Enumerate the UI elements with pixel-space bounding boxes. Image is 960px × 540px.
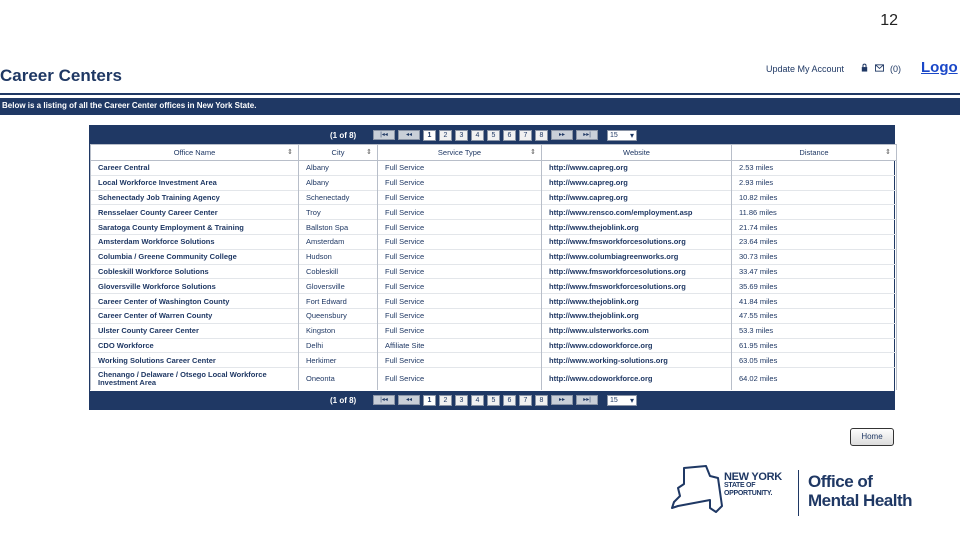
office-name-link[interactable]: Local Workforce Investment Area (91, 175, 299, 190)
distance-cell: 61.95 miles (732, 338, 897, 353)
page-1-button[interactable]: 1 (423, 130, 436, 141)
distance-cell: 10.82 miles (732, 190, 897, 205)
website-link[interactable]: http://www.cdoworkforce.org (542, 368, 732, 390)
office-name-link[interactable]: Career Center of Washington County (91, 294, 299, 309)
city-cell: Schenectady (299, 190, 378, 205)
city-cell: Albany (299, 175, 378, 190)
pager-top (90, 126, 894, 144)
page-7-button[interactable]: 7 (519, 395, 532, 406)
service-type-cell: Full Service (378, 353, 542, 368)
website-link[interactable]: http://www.capreg.org (542, 161, 732, 176)
office-name-link[interactable]: Rensselaer County Career Center (91, 205, 299, 220)
page-size-select[interactable]: 15 ▾ (607, 395, 637, 406)
distance-cell: 64.02 miles (732, 368, 897, 390)
city-cell: Herkimer (299, 353, 378, 368)
website-link[interactable]: http://www.capreg.org (542, 190, 732, 205)
page-4-button[interactable]: 4 (471, 395, 484, 406)
distance-cell: 53.3 miles (732, 323, 897, 338)
distance-cell: 35.69 miles (732, 279, 897, 294)
city-cell: Gloversville (299, 279, 378, 294)
column-header-office-name[interactable]: Office Name ⇕ (91, 145, 299, 161)
table-row (91, 234, 897, 249)
website-link[interactable]: http://www.columbiagreenworks.org (542, 249, 732, 264)
sort-icon[interactable]: ⇕ (366, 149, 372, 156)
distance-cell: 23.64 miles (732, 234, 897, 249)
service-type-cell: Full Service (378, 249, 542, 264)
website-link[interactable]: http://www.fmsworkforcesolutions.org (542, 279, 732, 294)
career-centers-grid (89, 125, 895, 410)
table-row (91, 161, 897, 176)
distance-cell: 63.05 miles (732, 353, 897, 368)
office-name-link[interactable]: CDO Workforce (91, 338, 299, 353)
page-size-select[interactable]: 15 ▾ (607, 130, 637, 141)
website-link[interactable]: http://www.fmsworkforcesolutions.org (542, 234, 732, 249)
messages-count[interactable]: (0) (890, 63, 902, 74)
city-cell: Cobleskill (299, 264, 378, 279)
page-3-button[interactable]: 3 (455, 130, 468, 141)
service-type-cell: Full Service (378, 368, 542, 390)
sort-icon[interactable]: ⇕ (530, 149, 536, 156)
office-name-link[interactable]: Career Central (91, 161, 299, 176)
distance-cell: 47.55 miles (732, 308, 897, 323)
website-link[interactable]: http://www.capreg.org (542, 175, 732, 190)
table-row (91, 323, 897, 338)
table-row (91, 249, 897, 264)
website-link[interactable]: http://www.fmsworkforcesolutions.org (542, 264, 732, 279)
distance-cell: 2.93 miles (732, 175, 897, 190)
ny-wordmark-line2: STATE OF (724, 482, 756, 489)
sort-icon[interactable]: ⇕ (287, 149, 293, 156)
next-page-button[interactable]: ▸▸ (551, 130, 573, 140)
table-row (91, 264, 897, 279)
table-row (91, 220, 897, 235)
distance-cell: 11.86 miles (732, 205, 897, 220)
lock-icon[interactable] (860, 63, 869, 74)
city-cell: Hudson (299, 249, 378, 264)
city-cell: Amsterdam (299, 234, 378, 249)
website-link[interactable]: http://www.thejoblink.org (542, 294, 732, 309)
page-7-button[interactable]: 7 (519, 130, 532, 141)
new-york-state-map-icon (670, 462, 724, 518)
pager-info: (1 of 8) (330, 395, 357, 405)
distance-cell: 41.84 miles (732, 294, 897, 309)
table-row (91, 353, 897, 368)
page-4-button[interactable]: 4 (471, 130, 484, 141)
city-cell: Oneonta (299, 368, 378, 390)
page-title: Career Centers (0, 66, 122, 85)
website-link[interactable]: http://www.cdoworkforce.org (542, 338, 732, 353)
mail-icon[interactable] (875, 64, 884, 74)
service-type-cell: Full Service (378, 323, 542, 338)
table-row (91, 175, 897, 190)
table-row (91, 338, 897, 353)
service-type-cell: Full Service (378, 220, 542, 235)
table-row (91, 368, 897, 390)
office-name-link[interactable]: Ulster County Career Center (91, 323, 299, 338)
banner-divider (0, 93, 960, 95)
career-centers-table (90, 144, 897, 390)
city-cell: Troy (299, 205, 378, 220)
column-header-website: Website (542, 145, 732, 161)
prev-page-button[interactable]: ◂◂ (398, 130, 420, 140)
page-2-button[interactable]: 2 (439, 130, 452, 141)
omh-wordmark-line2: Mental Health (808, 491, 913, 510)
service-type-cell: Full Service (378, 205, 542, 220)
table-row (91, 190, 897, 205)
table-header-row (91, 145, 897, 161)
city-cell: Kingston (299, 323, 378, 338)
first-page-button[interactable]: |◂◂ (373, 130, 395, 140)
distance-cell: 30.73 miles (732, 249, 897, 264)
office-name-link[interactable]: Schenectady Job Training Agency (91, 190, 299, 205)
update-account-link[interactable]: Update My Account (766, 63, 845, 74)
last-page-button[interactable]: ▸▸| (576, 395, 598, 405)
omh-logo (670, 460, 950, 520)
omh-wordmark-line1: Office of (808, 472, 873, 491)
prev-page-button[interactable]: ◂◂ (398, 395, 420, 405)
service-type-cell: Full Service (378, 294, 542, 309)
last-page-button[interactable]: ▸▸| (576, 130, 598, 140)
table-row (91, 205, 897, 220)
page-6-button[interactable]: 6 (503, 395, 516, 406)
website-link[interactable]: http://www.ulsterworks.com (542, 323, 732, 338)
ny-wordmark-line3: OPPORTUNITY. (724, 490, 773, 497)
office-name-link[interactable]: Career Center of Warren County (91, 308, 299, 323)
city-cell: Delhi (299, 338, 378, 353)
page-8-button[interactable]: 8 (535, 130, 548, 141)
column-header-city[interactable]: City ⇕ (299, 145, 378, 161)
sort-icon[interactable]: ⇕ (885, 149, 891, 156)
ny-state-wordmark (724, 472, 782, 498)
page-6-button[interactable]: 6 (503, 130, 516, 141)
city-cell: Fort Edward (299, 294, 378, 309)
office-name-link[interactable]: Gloversville Workforce Solutions (91, 279, 299, 294)
distance-cell: 33.47 miles (732, 264, 897, 279)
service-type-cell: Full Service (378, 190, 542, 205)
pager-bottom (90, 391, 894, 409)
header-links (766, 63, 901, 74)
table-row (91, 308, 897, 323)
city-cell: Albany (299, 161, 378, 176)
city-cell: Ballston Spa (299, 220, 378, 235)
slide-number: 12 (880, 12, 898, 29)
website-link[interactable]: http://www.rensco.com/employment.asp (542, 205, 732, 220)
next-page-button[interactable]: ▸▸ (551, 395, 573, 405)
column-header-distance[interactable]: Distance ⇕ (732, 145, 897, 161)
service-type-cell: Full Service (378, 161, 542, 176)
office-name-link[interactable]: Cobleskill Workforce Solutions (91, 264, 299, 279)
page-5-button[interactable]: 5 (487, 395, 500, 406)
distance-cell: 21.74 miles (732, 220, 897, 235)
page-1-button[interactable]: 1 (423, 395, 436, 406)
city-cell: Queensbury (299, 308, 378, 323)
service-type-cell: Full Service (378, 264, 542, 279)
distance-cell: 2.53 miles (732, 161, 897, 176)
office-name-link[interactable]: Columbia / Greene Community College (91, 249, 299, 264)
website-link[interactable]: http://www.thejoblink.org (542, 308, 732, 323)
service-type-cell: Full Service (378, 279, 542, 294)
website-link[interactable]: http://www.working-solutions.org (542, 353, 732, 368)
page-5-button[interactable]: 5 (487, 130, 500, 141)
logo-divider (798, 470, 799, 516)
website-link[interactable]: http://www.thejoblink.org (542, 220, 732, 235)
page-3-button[interactable]: 3 (455, 395, 468, 406)
page-2-button[interactable]: 2 (439, 395, 452, 406)
office-name-link[interactable]: Saratoga County Employment & Training (91, 220, 299, 235)
table-row (91, 279, 897, 294)
service-type-cell: Affiliate Site (378, 338, 542, 353)
page-8-button[interactable]: 8 (535, 395, 548, 406)
office-name-link[interactable]: Chenango / Delaware / Otsego Local Workforce Investment Area (91, 368, 299, 390)
service-type-cell: Full Service (378, 175, 542, 190)
pager-info: (1 of 8) (330, 130, 357, 140)
office-name-link[interactable]: Working Solutions Career Center (91, 353, 299, 368)
service-type-cell: Full Service (378, 234, 542, 249)
first-page-button[interactable]: |◂◂ (373, 395, 395, 405)
table-row (91, 294, 897, 309)
service-type-cell: Full Service (378, 308, 542, 323)
home-button[interactable]: Home (850, 428, 894, 446)
omh-wordmark (808, 472, 912, 510)
logout-link[interactable]: Logo (921, 59, 958, 76)
office-name-link[interactable]: Amsterdam Workforce Solutions (91, 234, 299, 249)
info-banner: Below is a listing of all the Career Center offices in New York State. (0, 98, 960, 115)
column-header-service-type[interactable]: Service Type ⇕ (378, 145, 542, 161)
table-body (91, 161, 897, 390)
ny-wordmark-line1: NEW YORK (724, 471, 782, 483)
